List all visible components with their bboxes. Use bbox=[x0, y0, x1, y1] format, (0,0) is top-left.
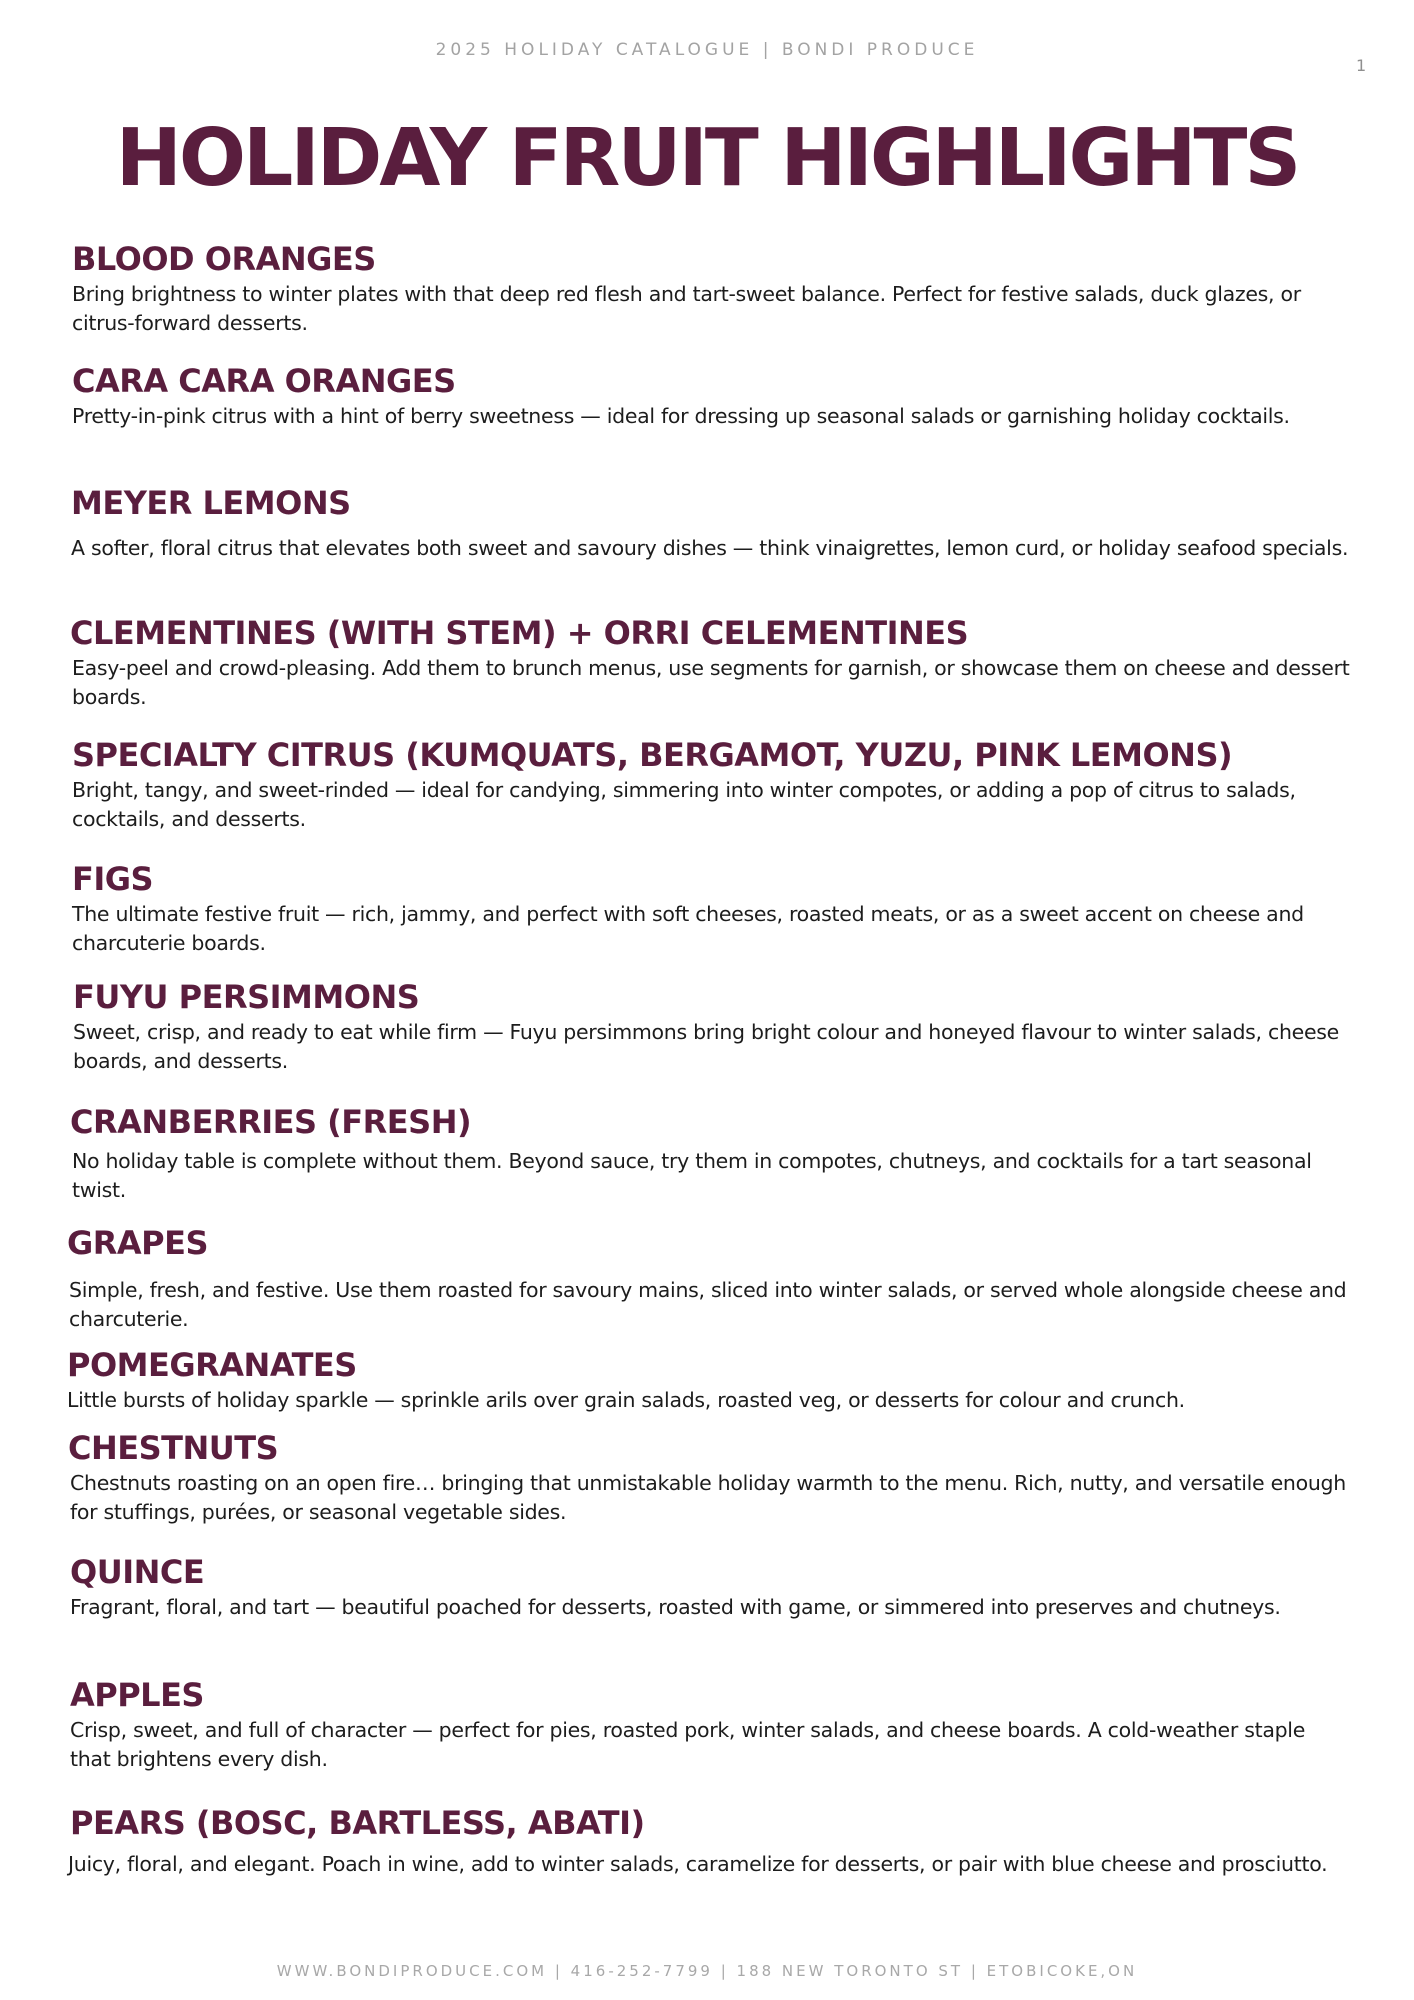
fruit-heading: FUYU PERSIMMONS bbox=[73, 978, 420, 1016]
fruit-entry-meyer-lemons bbox=[71, 482, 1351, 563]
fruit-description: Fragrant, floral, and tart — beautiful poached for desserts, roasted with game, or simmered into preserves and chutneys. bbox=[70, 1595, 1281, 1619]
fruit-entry-chestnuts bbox=[68, 1427, 1370, 1527]
fruit-entry-pears bbox=[70, 1802, 1348, 1879]
fruit-entry-clementines bbox=[70, 612, 1352, 712]
fruit-entry-apples bbox=[70, 1674, 1350, 1774]
fruit-heading: CARA CARA ORANGES bbox=[72, 362, 456, 400]
fruit-heading: GRAPES bbox=[67, 1224, 209, 1262]
fruit-entry-cara-cara-oranges bbox=[72, 360, 1352, 431]
fruit-entry-pomegranates bbox=[67, 1344, 1347, 1415]
fruit-description: No holiday table is complete without them. Beyond sauce, try them in compotes, chutneys, and cocktails for a tart seasonal twist. bbox=[72, 1149, 1312, 1202]
fruit-heading: SPECIALTY CITRUS (KUMQUATS, BERGAMOT, YUZU, PINK LEMONS) bbox=[72, 736, 1233, 774]
fruit-heading: POMEGRANATES bbox=[67, 1346, 357, 1384]
fruit-description: Easy-peel and crowd-pleasing. Add them to brunch menus, use segments for garnish, or showcase them on cheese and dessert boards. bbox=[72, 656, 1350, 709]
running-footer: WWW.BONDIPRODUCE.COM | 416-252-7799 | 188 NEW TORONTO ST | ETOBICOKE,ON bbox=[276, 1962, 1138, 1980]
fruit-description: Crisp, sweet, and full of character — perfect for pies, roasted pork, winter salads, and cheese boards. A cold-weather staple that brightens every dish. bbox=[70, 1718, 1306, 1771]
fruit-entry-quince bbox=[70, 1551, 1350, 1622]
fruit-description: Chestnuts roasting on an open fire… bringing that unmistakable holiday warmth to the menu. Rich, nutty, and versatile enough for stuffings, purées, or seasonal vegetable sides. bbox=[70, 1471, 1346, 1524]
fruit-heading: APPLES bbox=[70, 1676, 204, 1714]
fruit-heading: MEYER LEMONS bbox=[71, 484, 351, 522]
fruit-description: Pretty-in-pink citrus with a hint of berry sweetness — ideal for dressing up seasonal salads or garnishing holiday cocktails. bbox=[72, 404, 1290, 428]
fruit-entry-specialty-citrus bbox=[72, 734, 1352, 834]
fruit-heading: BLOOD ORANGES bbox=[72, 240, 376, 278]
page-number: 1 bbox=[1356, 56, 1367, 75]
fruit-list bbox=[0, 238, 1414, 1938]
fruit-heading: PEARS (BOSC, BARTLESS, ABATI) bbox=[70, 1804, 645, 1842]
fruit-description: Bright, tangy, and sweet-rinded — ideal for candying, simmering into winter compotes, or adding a pop of citrus to salads, cocktails, and desserts. bbox=[72, 778, 1296, 831]
fruit-description: A softer, floral citrus that elevates both sweet and savoury dishes — think vinaigrettes, lemon curd, or holiday seafood specials. bbox=[71, 536, 1349, 560]
fruit-entry-blood-oranges bbox=[72, 238, 1352, 338]
fruit-description: Sweet, crisp, and ready to eat while firm — Fuyu persimmons bring bright colour and honeyed flavour to winter salads, cheese boards, and desserts. bbox=[73, 1020, 1339, 1073]
page-title: HOLIDAY FRUIT HIGHLIGHTS bbox=[115, 112, 1299, 204]
fruit-heading: FIGS bbox=[72, 860, 154, 898]
fruit-description: Little bursts of holiday sparkle — sprinkle arils over grain salads, roasted veg, or desserts for colour and crunch. bbox=[67, 1388, 1185, 1412]
fruit-entry-grapes bbox=[67, 1222, 1349, 1334]
fruit-heading: CRANBERRIES (FRESH) bbox=[70, 1103, 472, 1141]
fruit-description: Simple, fresh, and festive. Use them roasted for savoury mains, sliced into winter salads, or served whole alongside cheese and charcuterie. bbox=[69, 1278, 1347, 1331]
fruit-description: Juicy, floral, and elegant. Poach in wine, add to winter salads, caramelize for desserts, or pair with blue cheese and prosciutto. bbox=[68, 1852, 1328, 1876]
fruit-heading: QUINCE bbox=[70, 1553, 205, 1591]
running-header: 2025 HOLIDAY CATALOGUE | BONDI PRODUCE bbox=[435, 40, 979, 60]
fruit-heading: CHESTNUTS bbox=[68, 1429, 279, 1467]
fruit-description: Bring brightness to winter plates with that deep red flesh and tart-sweet balance. Perfect for festive salads, duck glazes, or citrus-forward desserts. bbox=[72, 282, 1301, 335]
fruit-description: The ultimate festive fruit — rich, jammy, and perfect with soft cheeses, roasted meats, or as a sweet accent on cheese and charcuterie boards. bbox=[72, 902, 1304, 955]
fruit-entry-cranberries bbox=[70, 1101, 1352, 1205]
fruit-entry-fuyu-persimmons bbox=[73, 976, 1373, 1076]
fruit-heading: CLEMENTINES (WITH STEM) + ORRI CELEMENTINES bbox=[70, 614, 969, 652]
fruit-entry-figs bbox=[72, 858, 1352, 958]
